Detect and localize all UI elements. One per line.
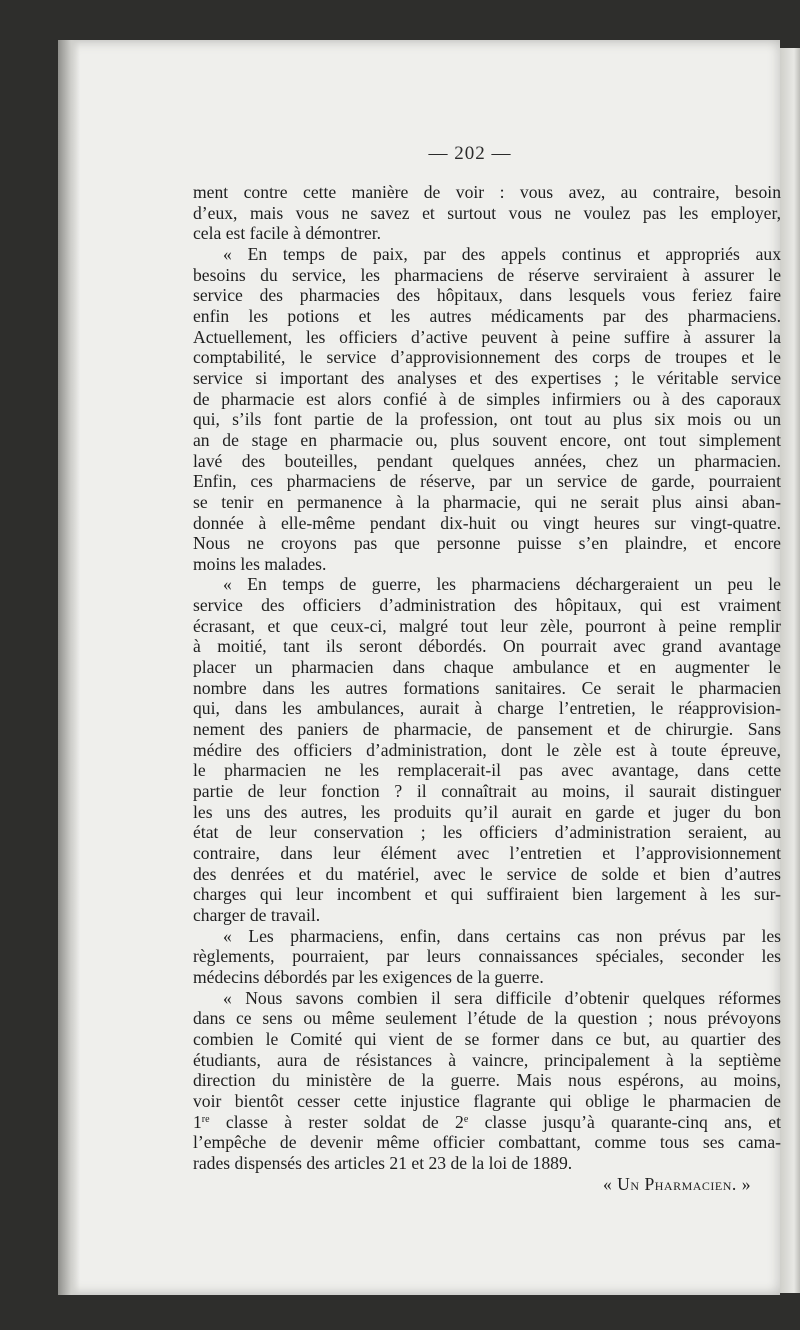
text-line: l’empêche de devenir même officier combattant, comme tous ses cama-	[193, 1132, 781, 1153]
text-line	[193, 1112, 781, 1133]
text-line: Nous ne croyons pas que personne puisse s’en plaindre, et encore	[193, 533, 781, 554]
text-fragment: classe jusqu’à quarante-cinq ans, et	[468, 1111, 781, 1132]
signature: « Un Pharmacien. »	[602, 1173, 751, 1194]
text-line: comptabilité, le service d’approvisionnement des corps de troupes et le	[193, 347, 781, 368]
superscript: re	[201, 1113, 210, 1125]
text-line: nement des paniers de pharmacie, de pansement et de chirurgie. Sans	[193, 719, 781, 740]
text-line: des denrées et du matériel, avec le service de solde et bien d’autres	[193, 863, 781, 884]
body-text	[193, 182, 781, 1194]
page-number: — 202 —	[428, 143, 512, 164]
text-line: placer un pharmacien dans chaque ambulance et en augmenter le	[193, 657, 781, 678]
text-line: combien le Comité qui vient de se former dans ce but, au quartier des	[193, 1028, 781, 1049]
text-line: charger de travail.	[193, 904, 321, 925]
text-line: « En temps de guerre, les pharmaciens déchargeraient un peu le	[223, 574, 781, 595]
text-line: les uns des autres, les produits qu’il aurait en garde et juger du bon	[193, 801, 781, 822]
text-line: service des officiers d’administration des hôpitaux, qui est vraiment	[193, 595, 781, 616]
text-line: qui, s’ils font partie de la profession, ont tout au plus six mois ou un	[193, 409, 781, 430]
text-line: se tenir en permanence à la pharmacie, qui ne serait plus ainsi aban-	[193, 491, 781, 512]
text-line: partie de leur fonction ? il connaîtrait au moins, il saurait distinguer	[193, 781, 781, 802]
text-line: étudiants, aura de résistances à vaincre, principalement à la septième	[193, 1049, 781, 1070]
text-line: médire des officiers d’administration, dont le zèle est à toute épreuve,	[193, 739, 781, 760]
text-fragment: 1	[193, 1111, 202, 1132]
text-fragment: classe à rester soldat de 2	[209, 1111, 464, 1132]
text-line: donnée à elle-même pendant dix-huit ou vingt heures sur vingt-quatre.	[193, 512, 781, 533]
text-line: cela est facile à démontrer.	[193, 223, 382, 244]
text-line: Actuellement, les officiers d’active peuvent à peine suffire à assurer la	[193, 326, 781, 347]
text-line: le pharmacien ne les remplacerait-il pas avec avantage, dans cette	[193, 760, 781, 781]
text-line: « Nous savons combien il sera difficile d’obtenir quelques réformes	[223, 987, 781, 1008]
text-line: état de leur conservation ; les officiers d’administration seraient, au	[193, 822, 781, 843]
text-line: enfin les potions et les autres médicaments par des pharmaciens.	[193, 305, 781, 326]
text-line: moins les malades.	[193, 553, 327, 574]
text-line: service si important des analyses et des expertises ; le véritable service	[193, 367, 781, 388]
text-line: dans ce sens ou même seulement l’étude de la question ; nous prévoyons	[193, 1008, 781, 1029]
text-line: service des pharmacies des hôpitaux, dans lesquels vous feriez faire	[193, 285, 781, 306]
text-line: ment contre cette manière de voir : vous avez, au contraire, besoin	[193, 182, 781, 202]
next-page-edge	[780, 48, 800, 1293]
text-line: direction du ministère de la guerre. Mais nous espérons, au moins,	[193, 1070, 781, 1091]
text-line: voir bientôt cesser cette injustice flagrante qui oblige le pharmacien de	[193, 1090, 781, 1111]
text-line: médecins débordés par les exigences de la guerre.	[193, 966, 544, 987]
text-line: d’eux, mais vous ne savez et surtout vous ne voulez pas les employer,	[193, 202, 781, 223]
superscript: e	[463, 1113, 469, 1125]
text-line: charges qui leur incombent et qui suffiraient bien largement à les sur-	[193, 884, 781, 905]
text-line: de pharmacie est alors confié à de simples infirmiers ou à des caporaux	[193, 388, 781, 409]
text-line: Enfin, ces pharmaciens de réserve, par un service de garde, pourraient	[193, 471, 781, 492]
text-line: écrasant, et que ceux-ci, malgré tout leur zèle, pourront à peine remplir	[193, 615, 781, 636]
text-line: règlements, pourraient, par leurs connaissances spéciales, seconder les	[193, 946, 781, 967]
text-line: « Les pharmaciens, enfin, dans certains cas non prévus par les	[223, 925, 781, 946]
text-line: besoins du service, les pharmaciens de réserve serviraient à assurer le	[193, 264, 781, 285]
text-line: qui, dans les ambulances, aurait à charge l’entretien, le réapprovision-	[193, 698, 781, 719]
text-line: lavé des bouteilles, pendant quelques années, chez un pharmacien.	[193, 450, 781, 471]
text-line: contraire, dans leur élément avec l’entretien et l’approvisionnement	[193, 843, 781, 863]
text-line: an de stage en pharmacie ou, plus souvent encore, ont tout simplement	[193, 429, 781, 450]
text-line: à moitié, tant ils seront débordés. On pourrait avec grand avantage	[193, 636, 781, 657]
text-line: rades dispensés des articles 21 et 23 de la loi de 1889.	[193, 1152, 573, 1173]
text-line: nombre dans les autres formations sanitaires. Ce serait le pharmacien	[193, 677, 781, 698]
page-gutter-shadow	[58, 40, 80, 1295]
text-line: « En temps de paix, par des appels continus et appropriés aux	[223, 243, 781, 264]
text-lines	[193, 182, 781, 1174]
